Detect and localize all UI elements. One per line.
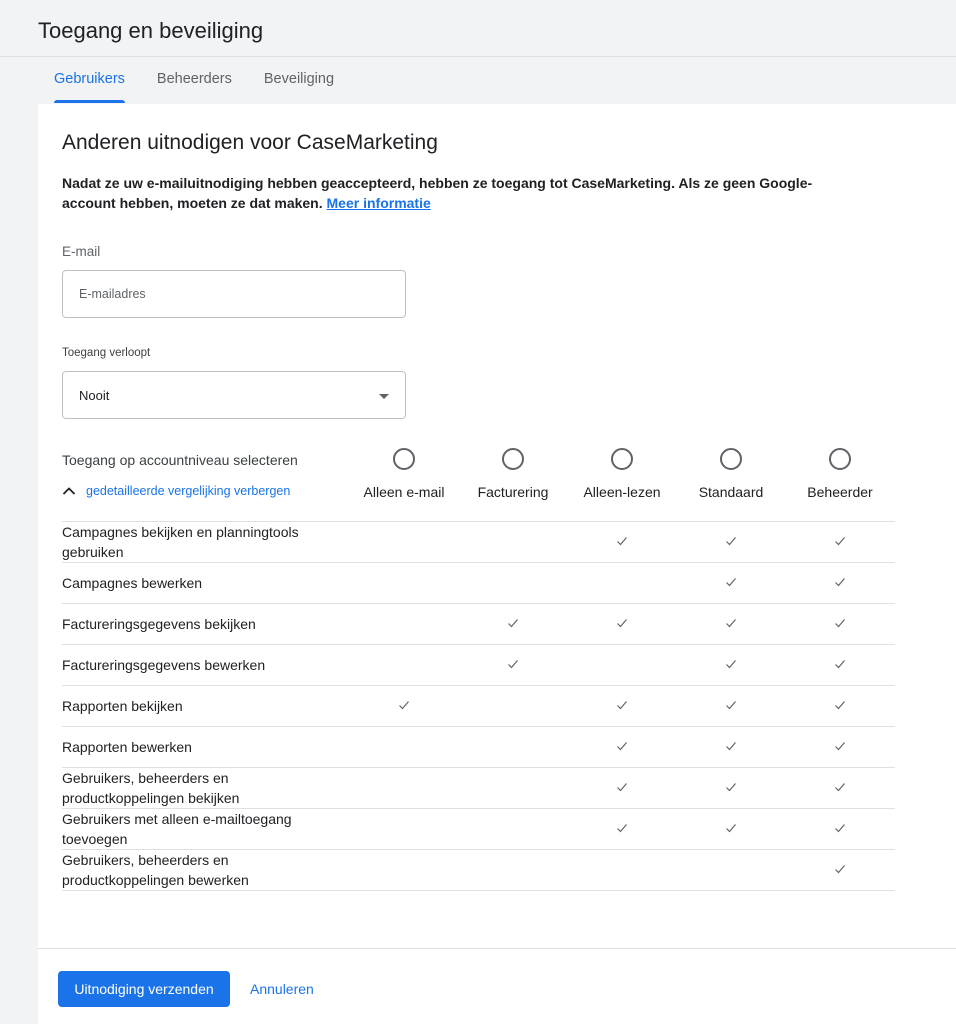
checkmark-icon	[616, 822, 628, 834]
role-radio-read-only[interactable]	[611, 448, 633, 470]
invite-title: Anderen uitnodigen voor CaseMarketing	[62, 131, 438, 154]
permission-row	[62, 644, 895, 685]
checkmark-icon	[616, 535, 628, 547]
role-label-email-only: Alleen e-mail	[363, 484, 445, 500]
permission-label: Campagnes bekijken en planningtools gebruiken	[62, 524, 299, 560]
checkmark-icon	[834, 740, 846, 752]
checkmark-icon	[834, 576, 846, 588]
permission-row	[62, 562, 895, 603]
checkmark-icon	[725, 658, 737, 670]
checkmark-icon	[834, 617, 846, 629]
permission-label: Gebruikers, beheerders en productkoppelingen bewerken	[62, 852, 249, 888]
checkmark-icon	[507, 658, 519, 670]
email-label: E-mail	[62, 244, 101, 259]
comparison-toggle[interactable]	[62, 484, 290, 498]
tab-users[interactable]: Gebruikers	[38, 56, 141, 103]
checkmark-icon	[834, 699, 846, 711]
checkmark-icon	[725, 535, 737, 547]
permission-row	[62, 808, 895, 849]
checkmark-icon	[616, 740, 628, 752]
checkmark-icon	[834, 781, 846, 793]
role-radio-billing[interactable]	[502, 448, 524, 470]
checkmark-icon	[507, 617, 519, 629]
permission-row	[62, 521, 895, 562]
role-option-billing	[458, 448, 568, 500]
form-actions	[38, 948, 956, 1024]
tab-bar	[38, 56, 350, 103]
permission-row	[62, 849, 895, 891]
checkmark-icon	[725, 740, 737, 752]
tab-security[interactable]: Beveiliging	[263, 71, 335, 87]
checkmark-icon	[616, 617, 628, 629]
role-option-email-only	[349, 448, 459, 500]
checkmark-icon	[398, 699, 410, 711]
permission-row	[62, 767, 895, 808]
permission-label: Factureringsgegevens bekijken	[62, 616, 256, 632]
role-label-read-only: Alleen-lezen	[583, 484, 661, 500]
send-invitation-button[interactable]: Uitnodiging verzenden	[58, 971, 230, 1007]
checkmark-icon	[725, 617, 737, 629]
permission-label: Rapporten bekijken	[62, 698, 183, 714]
permission-label: Factureringsgegevens bewerken	[62, 657, 266, 673]
role-label-billing: Facturering	[477, 484, 549, 500]
page-title: Toegang en beveiliging	[38, 18, 264, 43]
permission-label: Gebruikers, beheerders en productkoppelingen bekijken	[62, 770, 240, 806]
tab-managers[interactable]: Beheerders	[156, 71, 232, 87]
role-label-admin: Beheerder	[807, 484, 873, 500]
permission-label: Rapporten bewerken	[62, 739, 192, 755]
role-radio-admin[interactable]	[829, 448, 851, 470]
checkmark-icon	[834, 822, 846, 834]
expiry-select-value: Nooit	[79, 387, 110, 403]
checkmark-icon	[725, 699, 737, 711]
role-option-standard	[676, 448, 786, 500]
invite-description	[62, 173, 862, 213]
comparison-toggle-label: gedetailleerde vergelijking verbergen	[86, 484, 291, 498]
page-header	[0, 0, 956, 57]
checkmark-icon	[616, 699, 628, 711]
permission-label: Campagnes bewerken	[62, 575, 203, 591]
permission-row	[62, 685, 895, 726]
checkmark-icon	[834, 535, 846, 547]
permission-comparison-table	[62, 521, 895, 891]
checkmark-icon	[725, 576, 737, 588]
role-option-admin	[785, 448, 895, 500]
checkmark-icon	[616, 781, 628, 793]
expiry-select[interactable]	[62, 371, 406, 419]
expiry-label: Toegang verloopt	[62, 347, 151, 359]
access-level-label: Toegang op accountniveau selecteren	[62, 452, 298, 468]
role-option-read-only	[567, 448, 677, 500]
permission-label: Gebruikers met alleen e-mailtoegang toevoegen	[62, 811, 292, 847]
checkmark-icon	[725, 822, 737, 834]
cancel-button[interactable]: Annuleren	[238, 971, 326, 1007]
invite-description-text: Nadat ze uw e-mailuitnodiging hebben geaccepteerd, hebben ze toegang tot CaseMarketing. Als ze geen Google-account hebben, moeten ze dat maken.	[62, 175, 813, 211]
invite-card	[38, 104, 956, 1024]
checkmark-icon	[725, 781, 737, 793]
permission-row	[62, 726, 895, 767]
role-radio-email-only[interactable]	[393, 448, 415, 470]
checkmark-icon	[834, 658, 846, 670]
more-info-link[interactable]: Meer informatie	[326, 195, 431, 211]
role-label-standard: Standaard	[698, 484, 764, 500]
permission-row	[62, 603, 895, 644]
email-input[interactable]	[62, 270, 406, 318]
checkmark-icon	[834, 863, 846, 875]
role-radio-standard[interactable]	[720, 448, 742, 470]
dropdown-arrow-icon	[379, 394, 389, 399]
chevron-up-icon	[62, 484, 76, 498]
